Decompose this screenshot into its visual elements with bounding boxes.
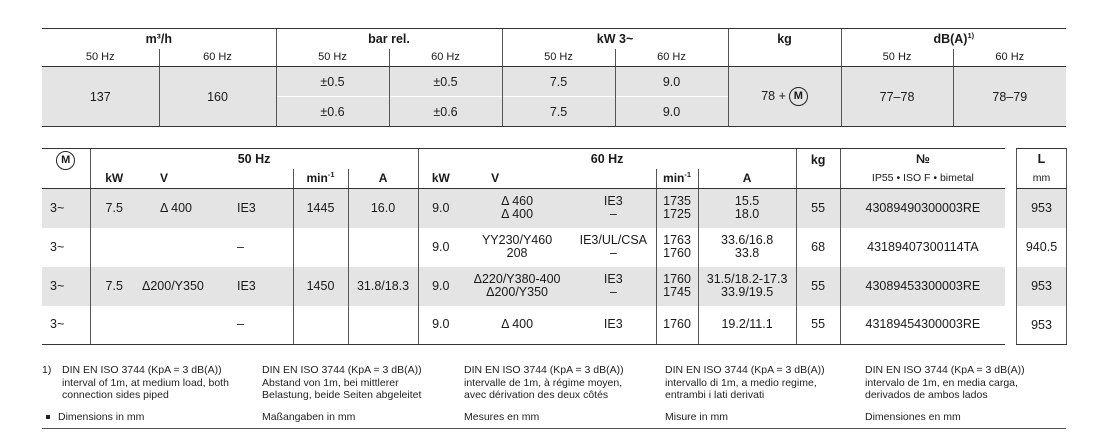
kg-header: kg bbox=[796, 149, 840, 189]
rpm50-cell: 1450 bbox=[293, 267, 348, 306]
v60-cell: Δ220/Y380-400 Δ200/Y350 bbox=[463, 267, 571, 306]
footnote-fr: DIN EN ISO 3744 (KpA = 3 dB(A)) intervalle de 1m, à régime moyen, avec dérivation des deux côtés bbox=[464, 364, 624, 401]
footnote-mark: 1) bbox=[42, 364, 52, 376]
phase-cell: 3~ bbox=[42, 189, 90, 228]
phase-cell: 3~ bbox=[42, 267, 90, 306]
rpm50-cell bbox=[293, 228, 348, 267]
kg-cell: 68 bbox=[796, 228, 840, 267]
flow-50hz-label: 50 Hz bbox=[42, 49, 159, 67]
power-50hz-value: 7.5 bbox=[502, 67, 615, 97]
dimensions-note-de: Maßangaben in mm bbox=[262, 411, 356, 423]
ie50-cell: IE3 bbox=[223, 189, 293, 228]
part-number-cell: 43189454300003RE bbox=[840, 306, 1005, 345]
hz50-header: 50 Hz bbox=[90, 149, 418, 169]
part-number-cell: 43089490300003RE bbox=[840, 189, 1005, 228]
v60-cell: Δ 400 bbox=[463, 306, 571, 345]
bullet-icon bbox=[46, 415, 50, 419]
ie60-cell: IE3/UL/CSA – bbox=[579, 233, 647, 260]
performance-table bbox=[42, 28, 1066, 127]
dimensions-note-fr: Mesures en mm bbox=[464, 411, 540, 423]
a60-cell: 33.6/16.8 33.8 bbox=[698, 228, 796, 267]
power-60hz-label: 60 Hz bbox=[615, 49, 728, 67]
length-cell: 953 bbox=[1017, 306, 1067, 345]
a50-cell bbox=[348, 306, 418, 345]
pressure-50hz-label: 50 Hz bbox=[276, 49, 389, 67]
rpm60-cell: 1763 1760 bbox=[656, 228, 698, 267]
ie50-cell: IE3 bbox=[223, 267, 293, 306]
kg-cell: 55 bbox=[796, 267, 840, 306]
kw60-cell: 9.0 bbox=[418, 228, 463, 267]
weight-header: kg bbox=[728, 29, 841, 49]
motor-symbol-icon: M bbox=[56, 151, 75, 170]
a50-cell bbox=[348, 228, 418, 267]
part-number-cell: 43089453300003RE bbox=[840, 267, 1005, 306]
length-table bbox=[1016, 148, 1067, 345]
pressure-50hz-value: ±0.5 bbox=[276, 67, 389, 97]
pressure-60hz-value: ±0.6 bbox=[389, 97, 502, 127]
rpm60-cell: 1760 1745 bbox=[656, 267, 698, 306]
ie50-cell: – bbox=[237, 239, 244, 254]
noise-50hz-value: 77–78 bbox=[841, 67, 953, 127]
power-50hz-label: 50 Hz bbox=[502, 49, 615, 67]
length-unit: mm bbox=[1017, 169, 1067, 189]
power-60hz-value: 9.0 bbox=[615, 97, 728, 127]
v50-cell: Δ200/Y350 bbox=[138, 267, 223, 306]
part-number-subheader: IP55 • ISO F • bimetal bbox=[840, 169, 1005, 189]
rpm60-col: $\min^{-1}$ bbox=[656, 169, 698, 189]
noise-60hz-label: 60 Hz bbox=[953, 49, 1066, 67]
dimensions-note-es: Dimensiones en mm bbox=[865, 411, 961, 423]
power-60hz-value: 9.0 bbox=[615, 67, 728, 97]
dimensions-note-it: Misure in mm bbox=[665, 411, 729, 423]
part-number-cell: 43189407300114TA bbox=[840, 228, 1005, 267]
length-cell: 940.5 bbox=[1017, 228, 1067, 267]
noise-50hz-label: 50 Hz bbox=[841, 49, 953, 67]
bottom-divider bbox=[42, 428, 1066, 429]
a60-cell: 31.5/18.2-17.3 33.9/19.5 bbox=[698, 267, 796, 306]
phase-cell: 3~ bbox=[50, 239, 65, 254]
kg-cell: 55 bbox=[796, 306, 840, 345]
power-header: kW 3~ bbox=[502, 29, 728, 49]
phase-cell: 3~ bbox=[42, 306, 90, 345]
motor-symbol-icon: M bbox=[789, 87, 808, 106]
ie60-cell: IE3 bbox=[571, 306, 656, 345]
pressure-header: bar rel. bbox=[276, 29, 502, 49]
ie60-cell: IE3 – bbox=[571, 267, 656, 306]
rpm50-cell: 1445 bbox=[293, 189, 348, 228]
flow-header: m³/h bbox=[42, 29, 276, 49]
kw60-col: kW bbox=[418, 169, 463, 189]
length-cell: 953 bbox=[1017, 267, 1067, 306]
a50-col: A bbox=[348, 169, 418, 189]
footnote-en: DIN EN ISO 3744 (KpA = 3 dB(A)) interval of 1m, at medium load, both connection sides piped bbox=[62, 364, 229, 401]
weight-value: 78 + M bbox=[728, 67, 841, 127]
kw50-cell bbox=[90, 306, 138, 345]
rpm50-cell bbox=[293, 306, 348, 345]
rpm60-cell: 1760 bbox=[656, 306, 698, 345]
noise-60hz-value: 78–79 bbox=[953, 67, 1066, 127]
v50-col: V bbox=[138, 169, 223, 189]
footnote-it: DIN EN ISO 3744 (KpA = 3 dB(A)) intervallo di 1m, a medio regime, entrambi i lati derivati bbox=[665, 364, 825, 401]
v50-cell: Δ 400 bbox=[138, 189, 223, 228]
length-cell: 953 bbox=[1017, 189, 1067, 228]
a60-col: A bbox=[698, 169, 796, 189]
flow-60hz-value: 160 bbox=[159, 67, 276, 127]
a60-cell: 19.2/11.1 bbox=[698, 306, 796, 345]
kw60-cell: 9.0 bbox=[418, 306, 463, 345]
a50-cell: 31.8/18.3 bbox=[348, 267, 418, 306]
v50-cell bbox=[138, 306, 223, 345]
pressure-60hz-value: ±0.5 bbox=[389, 67, 502, 97]
kw50-cell bbox=[90, 228, 138, 267]
motor-symbol-cell bbox=[42, 149, 90, 189]
kw50-col: kW bbox=[90, 169, 138, 189]
kw50-cell: 7.5 bbox=[90, 267, 138, 306]
a50-cell: 16.0 bbox=[348, 189, 418, 228]
pressure-50hz-value: ±0.6 bbox=[276, 97, 389, 127]
rpm50-col: $\min^{-1}$ bbox=[293, 169, 348, 189]
ie50-cell: – bbox=[223, 306, 293, 345]
footnote-es: DIN EN ISO 3744 (KpA = 3 dB(A)) intervalo de 1m, en media carga, derivados de ambos lados bbox=[865, 364, 1025, 401]
v60-cell: Δ 460 Δ 400 bbox=[463, 189, 571, 228]
kw60-cell: 9.0 bbox=[418, 189, 463, 228]
kw50-cell: 7.5 bbox=[90, 189, 138, 228]
v60-col: V bbox=[463, 169, 571, 189]
hz60-header: 60 Hz bbox=[418, 149, 796, 169]
dimensions-note-en: Dimensions in mm bbox=[46, 411, 144, 423]
rpm60-cell: 1735 1725 bbox=[656, 189, 698, 228]
power-50hz-value: 7.5 bbox=[502, 97, 615, 127]
a60-cell: 15.5 18.0 bbox=[698, 189, 796, 228]
flow-50hz-value: 137 bbox=[42, 67, 159, 127]
kw60-cell: 9.0 bbox=[418, 267, 463, 306]
footnote-de: DIN EN ISO 3744 (KpA = 3 dB(A)) Abstand von 1m, bei mittlerer Belastung, beide Seiten abgeleitet bbox=[262, 364, 422, 401]
noise-header: $dB(A)^{1)}$ bbox=[841, 29, 1066, 49]
motor-table bbox=[42, 148, 1005, 345]
flow-60hz-label: 60 Hz bbox=[159, 49, 276, 67]
pressure-60hz-label: 60 Hz bbox=[389, 49, 502, 67]
ie60-cell: IE3 – bbox=[571, 189, 656, 228]
v60-cell: YY230/Y460 208 bbox=[481, 233, 553, 260]
v50-cell bbox=[138, 228, 223, 267]
length-header: L bbox=[1017, 149, 1067, 169]
kg-cell: 55 bbox=[796, 189, 840, 228]
part-number-header: № bbox=[840, 149, 1005, 169]
